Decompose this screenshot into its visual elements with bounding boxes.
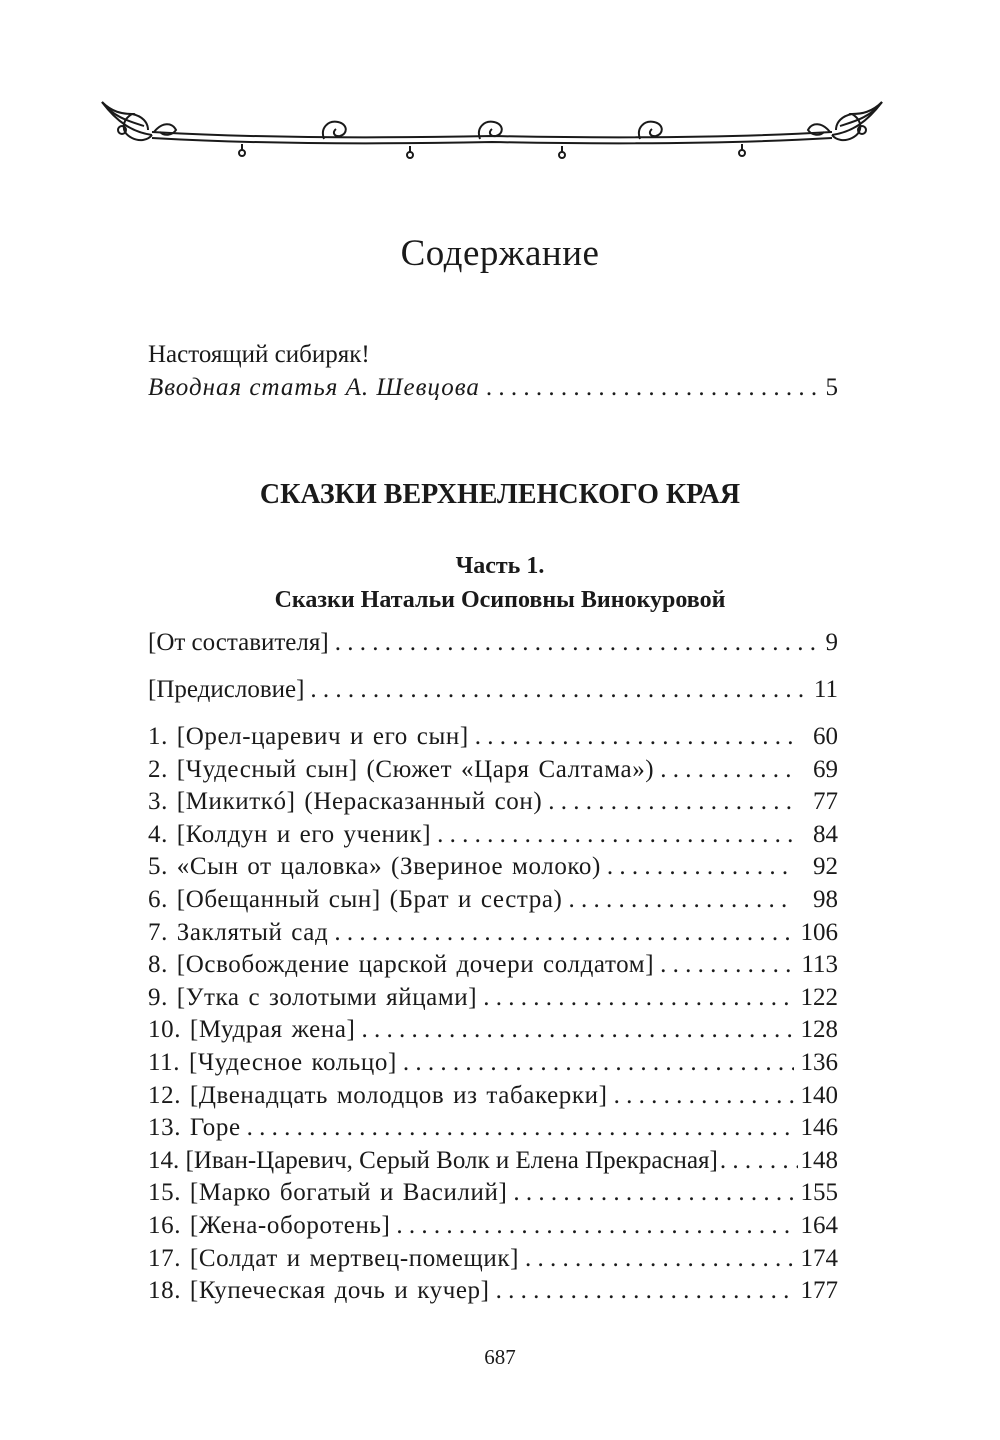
entry-page-number: 155 [800,1179,838,1207]
toc-entries [148,721,838,1308]
dot-leader [496,1275,794,1308]
entry-page-number: 69 [813,755,838,783]
entry-title: 7. Заклятый сад [148,918,329,946]
dot-leader [396,1210,794,1243]
dot-leader [247,1112,794,1145]
entry-title: 18. [Купеческая дочь и кучер] [148,1277,490,1305]
entry-page-number: 113 [801,951,838,979]
list-item [148,1145,838,1178]
entry-title: 14. [Иван-Царевич, Серый Волк и Елена Прекрасная] [148,1146,718,1174]
dot-leader [607,851,794,884]
entry-title: 11. [Чудесное кольцо] [148,1048,397,1076]
dot-leader [660,754,794,787]
dot-leader [614,1080,794,1113]
list-item [148,754,838,787]
page-number: 687 [484,1345,516,1369]
entry-page-number: 136 [800,1048,838,1076]
list-item [148,1112,838,1145]
intro-title: Настоящий сибиряк! [148,341,370,368]
entry-title: [Предисловие] [148,676,305,703]
intro-entry [148,338,838,405]
list-item [148,851,838,884]
entry-page-number: 146 [800,1114,838,1142]
decorative-vine-border-icon [92,92,892,162]
entry-page-number: 122 [800,983,838,1011]
list-item [148,819,838,852]
entry-title: 5. «Сын от цаловка» (Звериное молоко) [148,853,601,881]
list-item [148,721,838,754]
entry-title: 8. [Освобождение царской дочери солдатом] [148,951,655,979]
entry-title: 3. [Микиткó] (Нерасказанный сон) [148,788,543,816]
intro-subtitle: Вводная статья А. Шевцова [148,374,480,401]
dot-leader [475,721,794,754]
list-item [148,1177,838,1210]
dot-leader [525,1243,794,1276]
entry-page-number: 60 [813,723,838,750]
entry-page-number: 148 [800,1146,838,1174]
dot-leader [403,1047,794,1080]
list-item [148,884,838,917]
list-item [148,1080,838,1113]
dot-leader [334,917,794,950]
list-item [148,1275,838,1308]
list-item [148,1047,838,1080]
dot-leader [548,786,794,819]
dot-leader [513,1177,794,1210]
entry-page-number: 84 [813,820,838,848]
entry-title: [От составителя] [148,629,329,656]
entry-page-number: 174 [800,1244,838,1272]
list-item [148,786,838,819]
dot-leader [568,884,794,917]
section-title: СКАЗКИ ВЕРХНЕЛЕНСКОГО КРАЯ [259,479,741,510]
list-item [148,1243,838,1276]
entry-title: 4. [Колдун и его ученик] [148,820,432,848]
entry-page-number: 140 [800,1081,838,1109]
dot-leader [310,674,808,707]
entry-page-number: 9 [825,629,838,656]
entry-page-number: 128 [800,1016,838,1044]
entry-title: 17. [Солдат и мертвец-помещик] [148,1244,520,1272]
entry-title: 9. [Утка с золотыми яйцами] [148,983,478,1011]
entry-page-number: 98 [813,885,838,913]
list-item [148,627,838,660]
entry-page-number: 92 [813,853,838,881]
part-title: Сказки Натальи Осиповны Винокуровой [274,587,726,613]
part-heading [0,549,1000,617]
list-item [148,917,838,950]
entry-title: 2. [Чудесный сын] (Сюжет «Царя Салтама») [148,755,655,783]
dot-leader [483,982,794,1015]
dot-leader [486,372,818,405]
intro-page-number: 5 [825,374,838,401]
list-item [148,1210,838,1243]
dot-leader [361,1014,794,1047]
dot-leader [720,1145,798,1178]
entry-page-number: 106 [800,918,838,946]
entry-title: 13. Горе [148,1114,241,1142]
dot-leader [335,627,818,660]
entry-page-number: 11 [813,676,838,703]
list-item [148,949,838,982]
page-title: Содержание [400,233,600,274]
list-item [148,982,838,1015]
dot-leader [437,819,794,852]
front-matter-list [148,627,838,660]
entry-page-number: 177 [800,1277,838,1305]
part-label: Часть 1. [455,553,545,579]
entry-page-number: 77 [813,788,838,816]
entry-title: 6. [Обещанный сын] (Брат и сестра) [148,885,563,913]
entry-title: 1. [Орел-царевич и его сын] [148,723,469,750]
list-item [148,674,838,707]
dot-leader [660,949,794,982]
front-matter-list [148,674,838,707]
entry-title: 10. [Мудрая жена] [148,1016,356,1044]
entry-title: 12. [Двенадцать молодцов из табакерки] [148,1081,608,1109]
entry-page-number: 164 [800,1211,838,1239]
entry-title: 16. [Жена-оборотень] [148,1211,391,1239]
list-item [148,1014,838,1047]
entry-title: 15. [Марко богатый и Василий] [148,1179,508,1207]
